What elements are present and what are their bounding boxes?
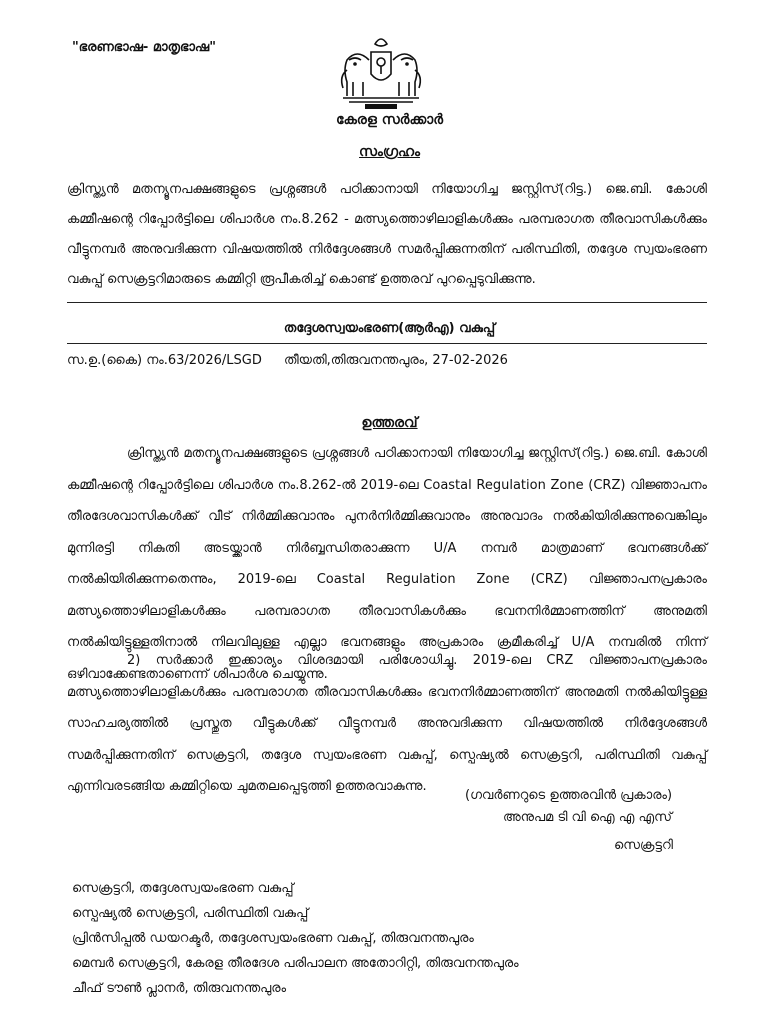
order-reference (67, 353, 508, 368)
order-number: സ.ഉ.(കൈ) നം.63/2026/LSGD (67, 353, 262, 368)
summary-heading: സംഗ്രഹം (359, 144, 420, 160)
divider-bottom (67, 343, 707, 344)
addressee-item: സെക്രട്ടറി, തദ്ദേശസ്വയംഭരണ വകുപ്പ് (72, 881, 294, 896)
government-title: കേരള സർക്കാർ (335, 112, 444, 128)
addressee-item: ചീഫ് ടൗൺ പ്ലാനർ, തിരുവനന്തപുരം (72, 981, 287, 996)
order-subject: ക്രിസ്ത്യൻ മതന്യൂനപക്ഷങ്ങളുടെ പ്രശ്നങ്ങൾ പഠിക്കാനായി നിയോഗിച്ച ജസ്റ്റിസ്(റിട്ട.) ജെ.ബി. കോശി കമ്മീഷന്റെ റിപ്പോർട്ടിലെ ശിപാർശ നം.8.262 - മത്സ്യത്തൊഴിലാളികൾക്കും പരമ്പരാഗത തീരവാസികൾക്കും വീട്ടുനമ്പർ അനുവദിക്കുന്ന വിഷയത്തിൽ നിർദ്ദേശങ്ങൾ സമർപ്പിക്കുന്നതിന് പരിസ്ഥിതി, തദ്ദേശ സ്വയംഭരണ വകുപ്പ് സെക്രട്ടറിമാരുടെ കമ്മിറ്റി രൂപീകരിച്ച് കൊണ്ട് ഉത്തരവ് പുറപ്പെടുവിക്കുന്നു. (67, 182, 707, 287)
addressee-item: സ്പെഷ്യൽ സെക്രട്ടറി, പരിസ്ഥിതി വകുപ്പ് (72, 906, 309, 921)
by-order-line: (ഗവർണറുടെ ഉത്തരവിൻ പ്രകാരം) (465, 788, 673, 803)
department-name: തദ്ദേശസ്വയംഭരണ(ആർഎ) വകുപ്പ് (283, 321, 496, 336)
signatory-name: അനുപമ ടി വി ഐ എ എസ് (503, 810, 673, 825)
paragraph-2: 2) സർക്കാർ ഇക്കാര്യം വിശദമായി പരിശോധിച്ചു. 2019-ലെ CRZ വിജ്ഞാപനപ്രകാരം മത്സ്യത്തൊഴിലാളികൾക്കും പരമ്പരാഗത തീരവാസികൾക്കും ഭവനനിർമ്മാണത്തിന് അനുമതി നൽകിയിട്ടുള്ള സാഹചര്യത്തിൽ പ്രസ്തുത വീട്ടുകൾക്ക് വീട്ടുനമ്പർ അനുവദിക്കുന്ന വിഷയത്തിൽ നിർദ്ദേശങ്ങൾ സമർപ്പിക്കുന്നതിന് സെക്രട്ടറി, തദ്ദേശ സ്വയംഭരണ വകുപ്പ്, സ്പെഷ്യൽ സെക്രട്ടറി, പരിസ്ഥിതി വകുപ്പ് എന്നിവരടങ്ങിയ കമ്മിറ്റിയെ ചുമതലപ്പെടുത്തി ഉത്തരവാകുന്നു. (67, 653, 707, 794)
divider-top (67, 302, 707, 303)
addressee-item: പ്രിൻസിപ്പൽ ഡയറക്ടർ, തദ്ദേശസ്വയംഭരണ വകുപ്പ്, തിരുവനന്തപുരം (72, 931, 474, 946)
signatory-designation: സെക്രട്ടറി (614, 838, 673, 853)
paragraph-1: ക്രിസ്ത്യൻ മതന്യൂനപക്ഷങ്ങളുടെ പ്രശ്നങ്ങൾ പഠിക്കാനായി നിയോഗിച്ച ജസ്റ്റിസ്(റിട്ട.) ജെ.ബി. കോശി കമ്മീഷന്റെ റിപ്പോർട്ടിലെ ശിപാർശ നം.8.262-ൽ 2019-ലെ Coastal Regulation Zone (CRZ) വിജ്ഞാപനം തീരദേശവാസികൾക്ക് വീട് നിർമ്മിക്കുവാനും പുനർനിർമ്മിക്കുവാനും അനുവാദം നൽകിയിരിക്കുന്നുവെങ്കിലും മുന്നിരട്ടി നികുതി അടയ്ക്കാൻ നിർബ്ബന്ധിതരാക്കുന്ന U/A നമ്പർ മാത്രമാണ് ഭവനങ്ങൾക്ക് നൽകിയിരിക്കുന്നതെന്നും, 2019-ലെ Coastal Regulation Zone (CRZ) വിജ്ഞാപനപ്രകാരം മത്സ്യത്തൊഴിലാളികൾക്കും പരമ്പരാഗത തീരവാസികൾക്കും ഭവനനിർമ്മാണത്തിന് അനുമതി നൽകിയിട്ടുള്ളതിനാൽ നിലവിലുള്ള എല്ലാ ഭവനങ്ങളും അപ്രകാരം ക്രമീകരിച്ച് U/A നമ്പരിൽ നിന്ന് ഒഴിവാക്കേണ്ടതാണെന്ന് ശിപാർശ ചെയ്യുന്നു. (67, 446, 707, 682)
addressee-item: മെമ്പർ സെക്രട്ടറി, കേരള തീരദേശ പരിപാലന അതോറിറ്റി, തിരുവനന്തപുരം (72, 956, 519, 971)
order-date: തീയതി,തിരുവനന്തപുരം, 27-02-2026 (283, 353, 508, 368)
motto: "ഭരണഭാഷ- മാതൃഭാഷ" (72, 40, 216, 55)
kerala-emblem-icon (335, 30, 427, 112)
order-heading: ഉത്തരവ് (361, 415, 418, 431)
